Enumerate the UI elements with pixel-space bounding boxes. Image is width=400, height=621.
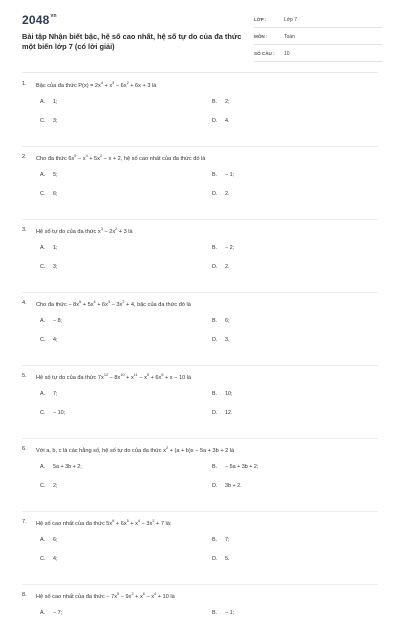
answer-option-d[interactable] [212, 264, 230, 270]
option-text: 1; [53, 245, 58, 251]
question-separator [22, 219, 378, 220]
option-row [22, 602, 378, 621]
question-6 [22, 446, 378, 494]
answer-option-c[interactable] [40, 556, 58, 562]
option-letter: B. [212, 318, 218, 324]
header-divider [22, 72, 378, 73]
question-separator [22, 365, 378, 366]
question-separator [22, 584, 378, 585]
option-letter: B. [212, 610, 218, 616]
option-letter: B. [212, 464, 218, 470]
option-row [22, 402, 378, 421]
answer-option-a[interactable] [40, 464, 82, 470]
option-letter: A. [40, 172, 46, 178]
answer-option-d[interactable] [212, 191, 230, 197]
worksheet-header [22, 12, 382, 66]
question-stem [22, 227, 378, 237]
question-8 [22, 592, 378, 621]
option-text: − 1; [225, 610, 235, 616]
meta-value: Lớp 7 [284, 17, 298, 23]
option-row [22, 164, 378, 183]
question-4 [22, 300, 378, 348]
answer-option-b[interactable] [212, 537, 230, 543]
answer-option-d[interactable] [212, 556, 230, 562]
meta-label: LỚP : [254, 17, 267, 22]
option-row [22, 256, 378, 275]
answer-option-b[interactable] [212, 464, 258, 470]
option-text: 5. [225, 556, 230, 562]
question-number: 3. [22, 227, 27, 233]
question-7 [22, 519, 378, 567]
question-stem [22, 373, 378, 383]
answer-option-c[interactable] [40, 118, 58, 124]
option-text: − 5a + 3b + 2; [225, 464, 259, 470]
option-letter: C. [40, 337, 46, 343]
meta-info [254, 14, 382, 65]
option-letter: C. [40, 264, 46, 270]
answer-option-c[interactable] [40, 410, 65, 416]
answer-option-c[interactable] [40, 191, 58, 197]
answer-option-b[interactable] [212, 610, 234, 616]
answer-option-d[interactable] [212, 118, 230, 124]
option-text: 3b + 2. [225, 483, 242, 489]
option-text: 5a + 3b + 2; [53, 464, 82, 470]
answer-option-d[interactable] [212, 410, 233, 416]
question-stem [22, 519, 378, 529]
question-stem [22, 300, 378, 310]
option-row [22, 183, 378, 202]
option-letter: B. [212, 391, 218, 397]
answer-option-c[interactable] [40, 337, 58, 343]
answer-option-a[interactable] [40, 537, 58, 543]
option-text: 5; [53, 172, 58, 178]
option-letter: D. [212, 191, 218, 197]
option-letter: C. [40, 410, 46, 416]
meta-value: 10 [284, 51, 290, 57]
meta-row-grade [254, 14, 382, 28]
option-text: 2. [225, 191, 230, 197]
meta-row-count [254, 48, 382, 62]
answer-option-a[interactable] [40, 245, 58, 251]
answer-option-d[interactable] [212, 483, 242, 489]
option-text: − 1; [225, 172, 235, 178]
option-letter: D. [212, 118, 218, 124]
option-row [22, 475, 378, 494]
question-number: 4. [22, 300, 27, 306]
option-row [22, 329, 378, 348]
question-number: 2. [22, 154, 27, 160]
question-5 [22, 373, 378, 421]
question-stem [22, 446, 378, 456]
answer-option-b[interactable] [212, 245, 234, 251]
option-row [22, 310, 378, 329]
question-text: Hệ số tự do của đa thức $x^3 - 2x^2 + 3$ là [36, 227, 133, 235]
question-text: Cho đa thức − $8x^6 + 5x^4 + 6x^3 - 3x^2 + 4$, bậc của đa thức đó là [36, 300, 191, 308]
option-row [22, 456, 378, 475]
question-stem [22, 154, 378, 164]
option-text: 7; [225, 537, 230, 543]
option-text: − 7; [53, 610, 63, 616]
question-1 [22, 81, 378, 129]
option-row [22, 529, 378, 548]
question-text: Hệ số cao nhất của đa thức − $7x^5 - 9x^2 + x^6 - x^4 + 10$ là [36, 592, 175, 600]
option-text: − 2; [225, 245, 235, 251]
question-number: 7. [22, 519, 27, 525]
option-text: 3. [225, 337, 230, 343]
question-text: Hệ số tự do của đa thức $7x^{12} - 8x^{10} + x^{11} - x^5 + 6x^6 + x - 10$ là [36, 373, 192, 381]
meta-label: SỐ CÂU : [254, 51, 275, 56]
option-letter: D. [212, 483, 218, 489]
answer-option-b[interactable] [212, 172, 234, 178]
option-text: 1; [53, 99, 58, 105]
question-stem [22, 592, 378, 602]
meta-row-subject [254, 31, 382, 45]
question-separator [22, 511, 378, 512]
option-text: 10; [225, 391, 233, 397]
option-text: 3; [53, 264, 58, 270]
option-letter: C. [40, 556, 46, 562]
option-letter: B. [212, 99, 218, 105]
answer-option-b[interactable] [212, 99, 230, 105]
option-letter: A. [40, 318, 46, 324]
question-number: 1. [22, 81, 27, 87]
answer-option-a[interactable] [40, 610, 62, 616]
option-letter: D. [212, 264, 218, 270]
answer-option-c[interactable] [40, 483, 58, 489]
option-text: 7; [53, 391, 58, 397]
option-letter: D. [212, 556, 218, 562]
option-text: 3; [53, 118, 58, 124]
option-text: 4; [53, 337, 58, 343]
site-logo[interactable]: $2048^{vn}$ [22, 13, 57, 27]
option-letter: A. [40, 610, 46, 616]
option-row [22, 110, 378, 129]
answer-option-d[interactable] [212, 337, 230, 343]
option-letter: D. [212, 410, 218, 416]
option-row [22, 383, 378, 402]
option-text: 6; [225, 318, 230, 324]
option-text: 12. [225, 410, 233, 416]
option-text: − 10; [53, 410, 66, 416]
answer-option-a[interactable] [40, 318, 62, 324]
question-number: 8. [22, 592, 27, 598]
question-separator [22, 292, 378, 293]
option-letter: A. [40, 537, 46, 543]
answer-option-c[interactable] [40, 264, 58, 270]
option-text: 2; [225, 99, 230, 105]
question-2 [22, 154, 378, 202]
option-row [22, 237, 378, 256]
question-number: 5. [22, 373, 27, 379]
meta-value: Toán [284, 34, 295, 40]
option-row [22, 548, 378, 567]
option-text: 6; [53, 537, 58, 543]
question-stem [22, 81, 378, 91]
option-text: 2. [225, 264, 230, 270]
option-row [22, 91, 378, 110]
option-text: 4; [53, 556, 58, 562]
option-text: 2; [53, 483, 58, 489]
option-letter: B. [212, 537, 218, 543]
option-text: 6; [53, 191, 58, 197]
option-letter: A. [40, 391, 46, 397]
option-letter: A. [40, 245, 46, 251]
answer-option-a[interactable] [40, 99, 58, 105]
option-letter: C. [40, 191, 46, 197]
question-text: Hệ số cao nhất của đa thức $5x^6 + 6x^5 + x^4 - 3x^2 + 7$ là: [36, 519, 172, 527]
answer-option-b[interactable] [212, 318, 230, 324]
option-letter: A. [40, 464, 46, 470]
option-text: − 8; [53, 318, 63, 324]
question-text: Cho đa thức $6x^5 - x^4 + 5x^2 - x + 2$, hệ số cao nhất của đa thức đó là [36, 154, 206, 162]
answer-option-b[interactable] [212, 391, 233, 397]
question-number: 6. [22, 446, 27, 452]
option-letter: A. [40, 99, 46, 105]
option-text: 4. [225, 118, 230, 124]
question-separator [22, 146, 378, 147]
question-text: Với a, b, c là các hằng số, hệ số tự do của đa thức $x^2 + (a + b)x - 5a + 3b + 2$ là [36, 446, 235, 454]
question-text: Bậc của đa thức $P(x) = 2x^4 + x^3 - 6x^2 + 6x + 3$ là [36, 81, 157, 89]
question-3 [22, 227, 378, 275]
meta-label: MÔN : [254, 34, 268, 39]
page-title: Bài tập Nhận biết bậc, hệ số cao nhất, hệ số tự do của đa thức một biến lớp 7 (có lời giải) [22, 32, 242, 51]
answer-option-a[interactable] [40, 391, 58, 397]
question-separator [22, 438, 378, 439]
option-letter: C. [40, 483, 46, 489]
answer-option-a[interactable] [40, 172, 58, 178]
option-letter: C. [40, 118, 46, 124]
option-letter: B. [212, 172, 218, 178]
option-letter: D. [212, 337, 218, 343]
option-letter: B. [212, 245, 218, 251]
